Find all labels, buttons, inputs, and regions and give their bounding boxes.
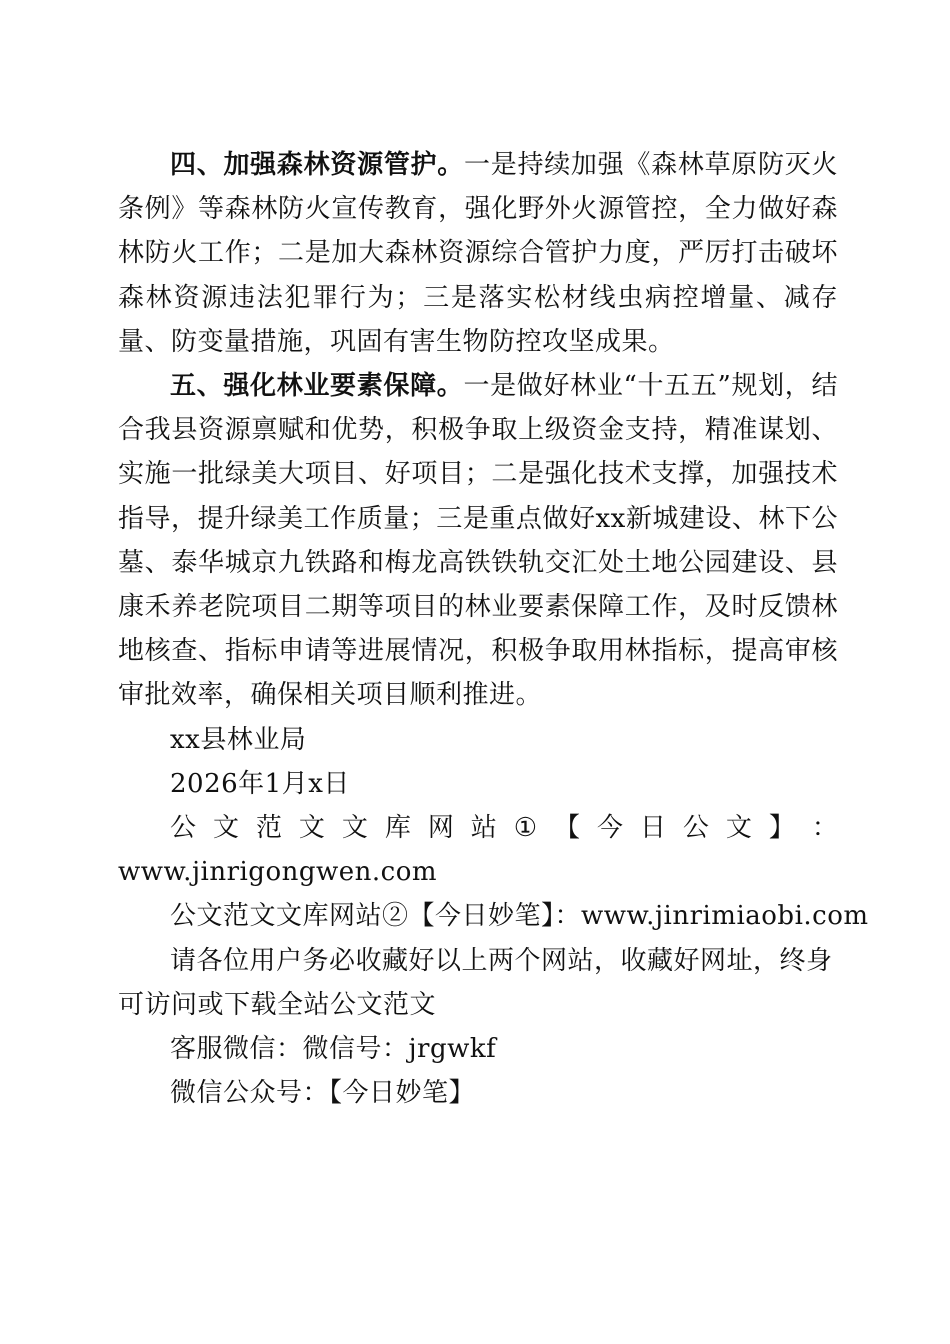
- service-wechat: 客服微信：微信号：jrgwkf: [170, 1034, 497, 1065]
- site1-label-char: 文: [341, 813, 368, 844]
- site1-label-char: 站: [470, 813, 497, 844]
- section-5-text: 一是做好林业“十五五”规划，结合我县资源禀赋和优势，积极争取上级资金支持，精准谋划、实施一批绿美大项目、好项目；二是强化技术支撑，加强技术指导，提升绿美工作质量；三是重点做好xx新城建设、林下公墓、泰华城京九铁路和梅龙高铁铁轨交汇处土地公园建设、县康禾养老院项目二期等项目的林业要素保障工作，及时反馈林地核查、指标申请等进展情况，积极争取用林指标，提高审核审批效率，确保相关项目顺利推进。: [118, 371, 838, 711]
- site1-label-char: 范: [255, 813, 282, 844]
- signature-org: xx县林业局: [170, 724, 307, 755]
- official-account: 微信公众号：【今日妙笔】: [170, 1078, 476, 1109]
- site1-label: [118, 806, 838, 850]
- site1-label-char: 】: [768, 813, 795, 844]
- section-5-paragraph: [118, 364, 838, 718]
- site1-url: www.jinrigongwen.com: [118, 857, 438, 888]
- site1-label-char: ：: [811, 813, 838, 844]
- signature-date: 2026年1月x日: [170, 768, 350, 799]
- section-4-text: 一是持续加强《森林草原防灭火条例》等森林防火宣传教育，强化野外火源管控，全力做好森林防火工作；二是加大森林资源综合管护力度，严厉打击破坏森林资源违法犯罪行为；三是落实松材线虫病控增量、减存量、防变量措施，巩固有害生物防控攻坚成果。: [118, 150, 838, 357]
- section-5-heading: 五、强化林业要素保障。: [170, 371, 464, 402]
- site2-line: 公文范文文库网站②【今日妙笔】：www.jinrimiaobi.com: [170, 901, 869, 932]
- site1-label-char: 日: [639, 813, 666, 844]
- site1-label-char: 网: [427, 813, 454, 844]
- site1-label-char: 【: [554, 813, 581, 844]
- site1-label-char: 文: [212, 813, 239, 844]
- section-4-heading: 四、加强森林资源管护。: [170, 150, 465, 180]
- site1-label-char: 文: [298, 813, 325, 844]
- bookmark-notice: 请各位用户务必收藏好以上两个网站，收藏好网址，终身可访问或下载全站公文范文: [118, 945, 833, 1020]
- site1-label-char: 文: [725, 813, 752, 844]
- site1-label-char: 今: [596, 813, 623, 844]
- document-page: [118, 143, 869, 1115]
- section-4-paragraph: [118, 143, 838, 364]
- site1-label-char: 库: [384, 813, 411, 844]
- site1-label-char: 公: [170, 813, 197, 844]
- site1-label-char: ①: [513, 813, 538, 844]
- site1-label-char: 公: [682, 813, 709, 844]
